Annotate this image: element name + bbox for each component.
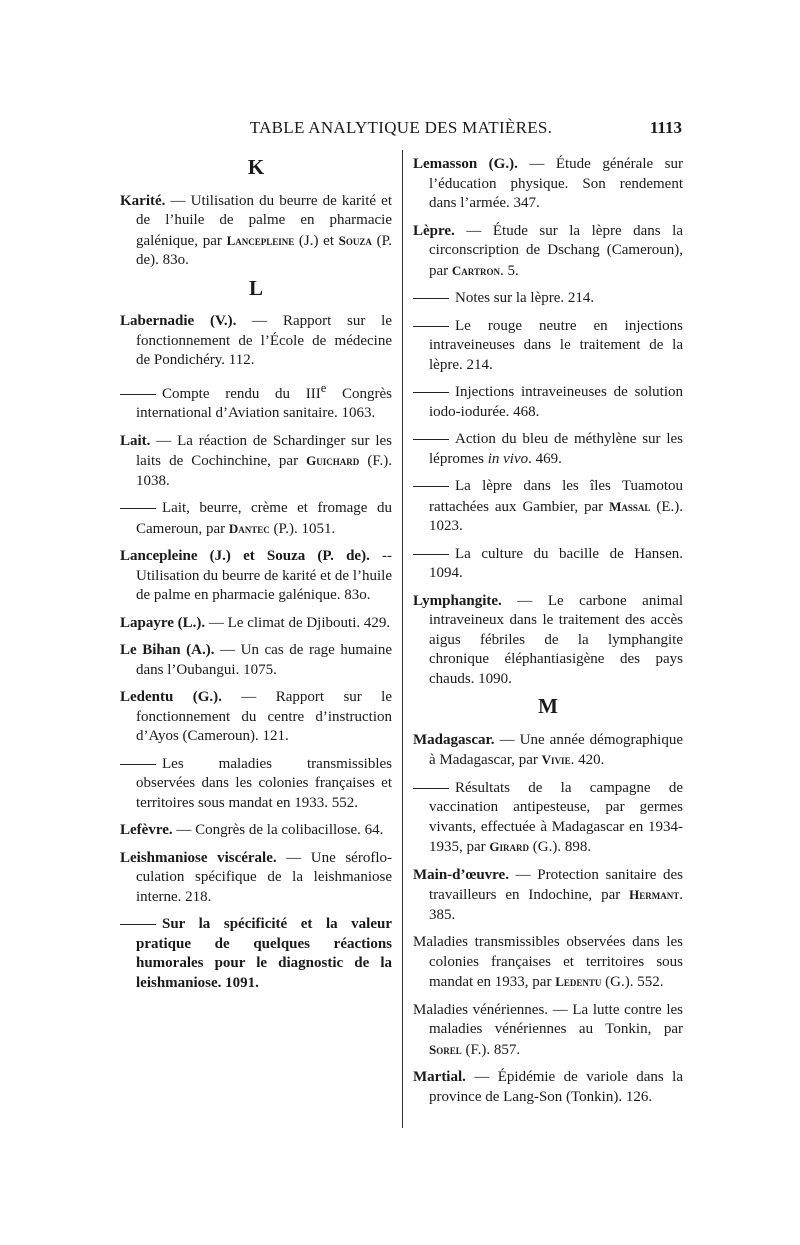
index-subentry: Action du bleu de méthylène sur les lépromes in vivo. 469. — [413, 430, 683, 469]
repeat-dash — [413, 326, 449, 327]
left-column — [120, 150, 392, 1001]
index-entry: Lymphangite. — Le carbone animal intraveineux dans le traitement des accès aigus fébriles de la lymphangite chronique éléphantiasigène des pays chauds. 1090. — [413, 592, 683, 687]
repeat-dash — [120, 394, 156, 395]
column-divider — [402, 150, 403, 1128]
running-header — [120, 118, 682, 144]
index-subentry: Notes sur la lèpre. 214. — [413, 289, 683, 309]
index-entry: Maladies vénériennes. — La lutte contre les maladies vénériennes au Tonkin, par Sorel (F.). 857. — [413, 1001, 683, 1058]
repeat-dash — [413, 298, 449, 299]
header-title: TABLE ANALYTIQUE DES MATIÈRES. — [249, 118, 553, 137]
index-entry: Labernadie (V.). — Rapport sur le fonctionnement de l’École de médecine de Pondichéry. 112. — [120, 313, 393, 368]
repeat-dash — [413, 439, 449, 440]
index-entry: Madagascar. — Une année démographique à Madagascar, par Vivie. 420. — [413, 731, 683, 768]
index-entry: Lancepleine (J.) et Souza (P. de). -- Utilisation du beurre de karité et de l’huile de palme en pharmacie galénique. 83o. — [120, 548, 392, 603]
right-column — [413, 155, 683, 1115]
index-entry: Main-d’œuvre. — Protection sanitaire des travailleurs en Indochine, par Hermant. 385. — [413, 866, 683, 923]
section-letter-k: K — [247, 155, 265, 179]
index-subentry: La lèpre dans les îles Tuamotou rattachées aux Gambier, par Massal (E.). 1023. — [413, 477, 683, 537]
page-number: 1113 — [649, 118, 682, 137]
index-entry: Maladies transmissibles observées dans les colonies françaises et territoires sous mandat en 1933, par Ledentu (G.). 552. — [413, 934, 683, 990]
index-entry: Leishmaniose viscérale. — Une séroflo-culation spécifique de la leishmaniose interne. 218. — [120, 849, 392, 905]
index-entry: Martial. — Épidémie de variole dans la province de Lang-Son (Tonkin). 126. — [413, 1069, 683, 1105]
index-entry: Lemasson (G.). — Étude générale sur l’éducation physique. Son rendement dans l’armée. 347. — [413, 156, 683, 211]
index-entry: Lèpre. — Étude sur la lèpre dans la circonscription de Dschang (Cameroun), par Cartron. 5. — [413, 222, 683, 279]
repeat-dash — [413, 554, 449, 555]
repeat-dash — [413, 788, 449, 789]
index-subentry: Lait, beurre, crème et fromage du Cameroun, par Dantec (P.). 1051. — [120, 499, 392, 539]
index-entry: Lait. — La réaction de Schardinger sur les laits de Cochinchine, par Guichard (F.). 1038. — [120, 432, 393, 489]
index-subentry: Le rouge neutre en injections intraveineuses dans le traitement de la lèpre. 214. — [413, 317, 683, 376]
index-subentry: Sur la spécificité et la valeur pratique de quelques réactions humorales pour le diagnostic de la leishmaniose. 1091. — [120, 915, 392, 993]
index-subentry: Injections intraveineuses de solution iodo-iodurée. 468. — [413, 383, 683, 422]
section-letter-m: M — [538, 694, 558, 718]
index-subentry: Compte rendu du IIIe Congrès international d’Aviation sanitaire. 1063. — [120, 379, 392, 424]
index-entry: Karité. — Utilisation du beurre de karité et de l’huile de palme en pharmacie galénique, par Lancepleine (J.) et Souza (P. de). 83o. — [120, 192, 393, 268]
index-entry: Lapayre (L.). — Le climat de Djibouti. 429. — [120, 614, 391, 631]
repeat-dash — [413, 486, 449, 487]
section-letter-l: L — [248, 275, 263, 300]
index-entry: Ledentu (G.). — Rapport sur le fonctionnement du centre d’instruction d’Ayos (Cameroun). 121. — [120, 689, 393, 744]
index-subentry: Résultats de la campagne de vaccination antipesteuse, par germes vivants, effectuée à Madagascar en 1934-1935, par Girard (G.). 898. — [413, 779, 683, 858]
repeat-dash — [120, 508, 156, 509]
repeat-dash — [120, 764, 156, 765]
repeat-dash — [413, 392, 449, 393]
index-subentry: Les maladies transmissibles observées dans les colonies françaises et territoires sous mandat en 1933. 552. — [120, 755, 392, 814]
repeat-dash — [120, 924, 156, 925]
index-subentry: La culture du bacille de Hansen. 1094. — [413, 545, 683, 584]
index-entry: Lefèvre. — Congrès de la colibacillose. 64. — [120, 822, 384, 838]
index-entry: Le Bihan (A.). — Un cas de rage humaine dans l’Oubangui. 1075. — [120, 642, 392, 678]
